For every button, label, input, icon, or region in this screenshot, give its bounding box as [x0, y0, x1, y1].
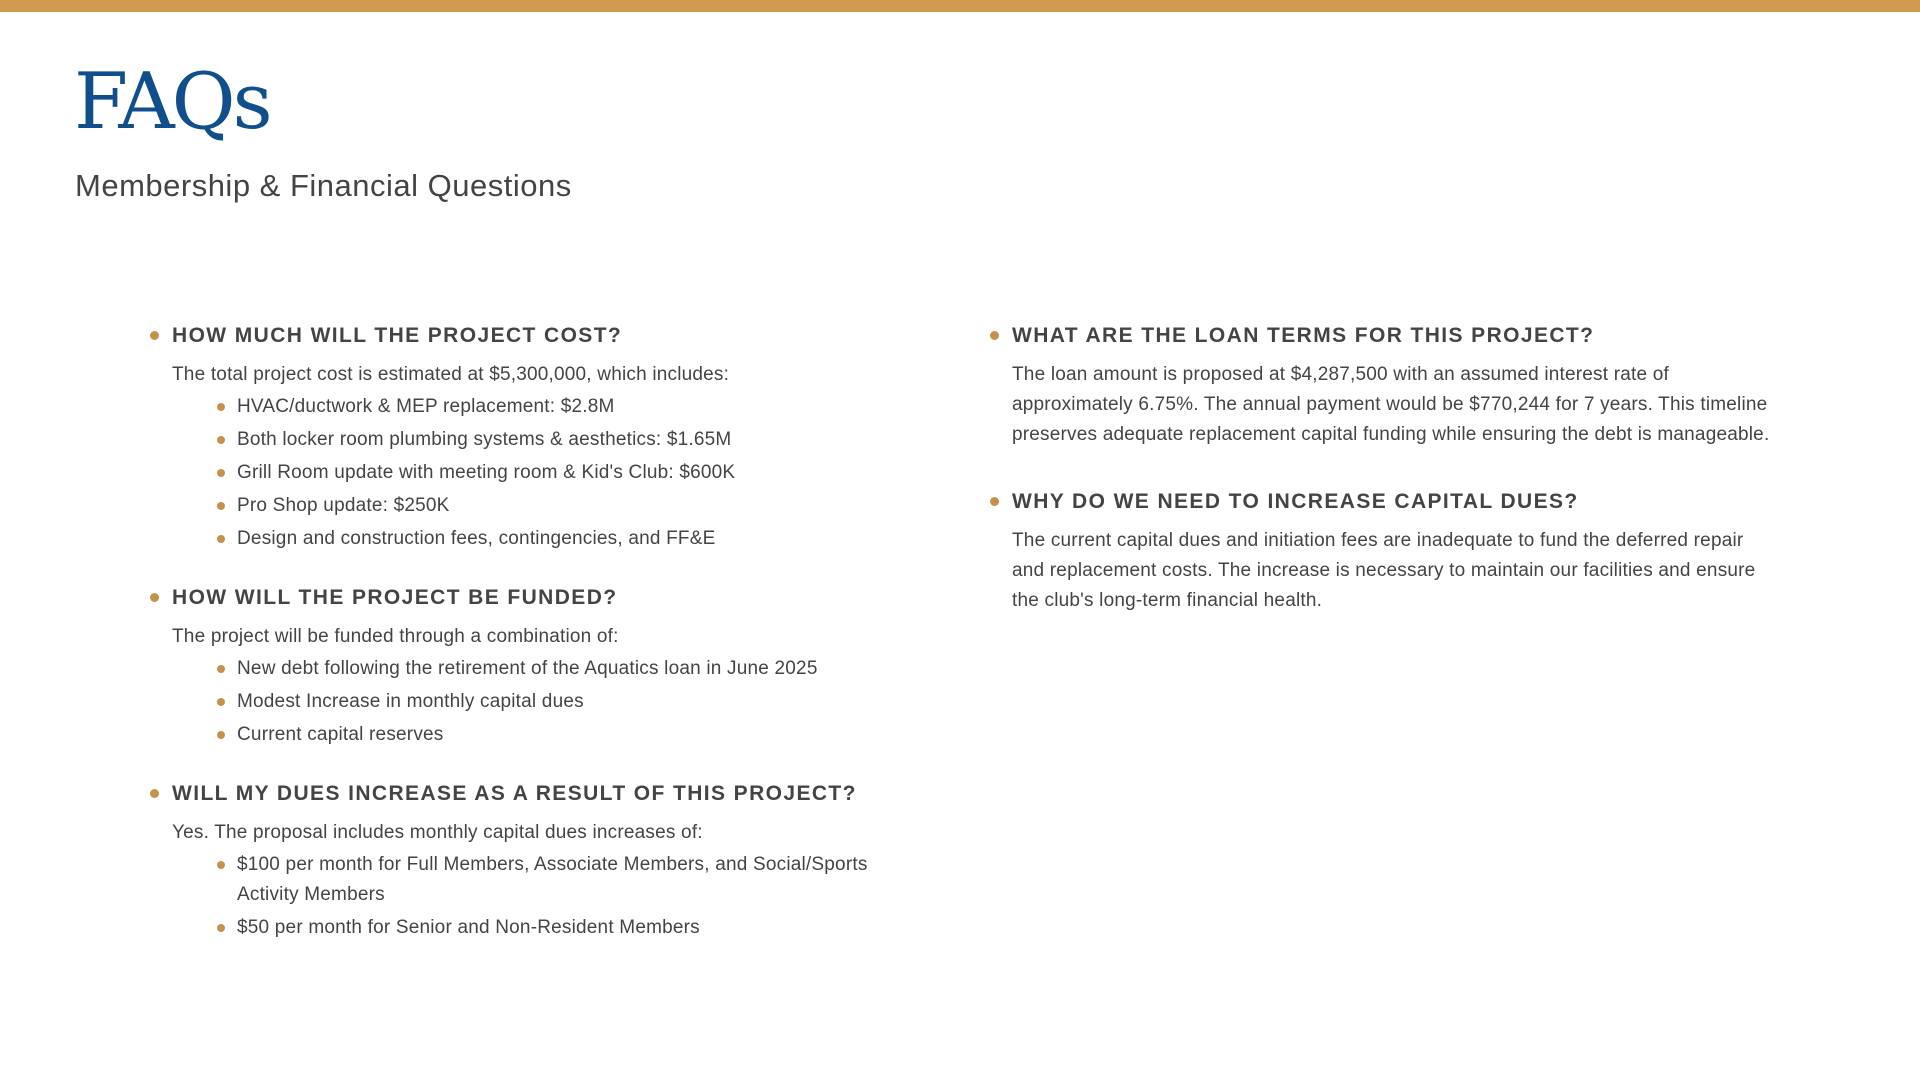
faq-answer: The loan amount is proposed at $4,287,500 with an assumed interest rate of approximately 6.75%. The annual payment would be $770,244 for 7 years. This timeline preserves adequate replacement capital funding while ensuring the debt is manageable.	[1012, 364, 1770, 445]
faq-answer-intro: The total project cost is estimated at $5,300,000, which includes:	[172, 364, 730, 385]
bullet-icon	[217, 436, 225, 444]
faq-question: WHY DO WE NEED TO INCREASE CAPITAL DUES?	[1012, 490, 1579, 513]
list-item	[237, 687, 917, 717]
list-item	[237, 850, 917, 910]
bullet-icon	[217, 535, 225, 543]
faq-answer: The current capital dues and initiation fees are inadequate to fund the deferred repair and replacement costs. The increase is necessary to maintain our facilities and ensure the club's long-term financial health.	[1012, 530, 1756, 611]
list-item-text: Modest Increase in monthly capital dues	[237, 691, 584, 712]
page-title: FAQs	[74, 57, 270, 147]
list-item-text: Current capital reserves	[237, 724, 444, 745]
list-item	[237, 491, 917, 521]
right-column	[986, 318, 1770, 650]
list-item	[237, 458, 917, 488]
list-item	[237, 913, 917, 943]
bullet-icon	[217, 403, 225, 411]
faq-question: HOW WILL THE PROJECT BE FUNDED?	[172, 586, 618, 609]
faq-answer-intro: The project will be funded through a combination of:	[172, 626, 619, 647]
faq-question: WHAT ARE THE LOAN TERMS FOR THIS PROJECT?	[1012, 324, 1595, 347]
list-item-text: Design and construction fees, contingencies, and FF&E	[237, 528, 716, 549]
top-accent-bar	[0, 0, 1920, 12]
list-item-text: Pro Shop update: $250K	[237, 495, 450, 516]
faq-dues-increase	[146, 776, 926, 943]
cost-breakdown-list	[172, 392, 926, 554]
bullet-icon	[217, 861, 225, 869]
list-item-text: $100 per month for Full Members, Associate Members, and Social/Sports Activity Members	[237, 854, 868, 905]
list-item-text: Grill Room update with meeting room & Kid's Club: $600K	[237, 462, 736, 483]
faq-loan-terms	[986, 318, 1770, 450]
left-column	[146, 318, 926, 969]
list-item-text: HVAC/ductwork & MEP replacement: $2.8M	[237, 396, 615, 417]
faq-answer-intro: Yes. The proposal includes monthly capital dues increases of:	[172, 822, 703, 843]
list-item	[237, 392, 917, 422]
bullet-icon	[217, 665, 225, 673]
page-subtitle: Membership & Financial Questions	[75, 168, 572, 203]
bullet-icon	[217, 698, 225, 706]
faq-project-funding	[146, 580, 926, 750]
bullet-icon	[217, 924, 225, 932]
bullet-icon	[990, 331, 999, 340]
bullet-icon	[217, 469, 225, 477]
bullet-icon	[150, 331, 159, 340]
list-item	[237, 720, 917, 750]
bullet-icon	[150, 789, 159, 798]
faq-question: WILL MY DUES INCREASE AS A RESULT OF THIS PROJECT?	[172, 782, 857, 805]
dues-increase-list	[172, 850, 926, 943]
bullet-icon	[217, 731, 225, 739]
bullet-icon	[217, 502, 225, 510]
list-item	[237, 425, 917, 455]
bullet-icon	[150, 593, 159, 602]
list-item	[237, 524, 917, 554]
faq-question: HOW MUCH WILL THE PROJECT COST?	[172, 324, 623, 347]
list-item-text: Both locker room plumbing systems & aesthetics: $1.65M	[237, 429, 732, 450]
list-item-text: New debt following the retirement of the Aquatics loan in June 2025	[237, 658, 818, 679]
faq-project-cost	[146, 318, 926, 554]
funding-sources-list	[172, 654, 926, 750]
list-item	[237, 654, 917, 684]
list-item-text: $50 per month for Senior and Non-Resident Members	[237, 917, 700, 938]
faq-capital-dues	[986, 484, 1766, 616]
bullet-icon	[990, 497, 999, 506]
